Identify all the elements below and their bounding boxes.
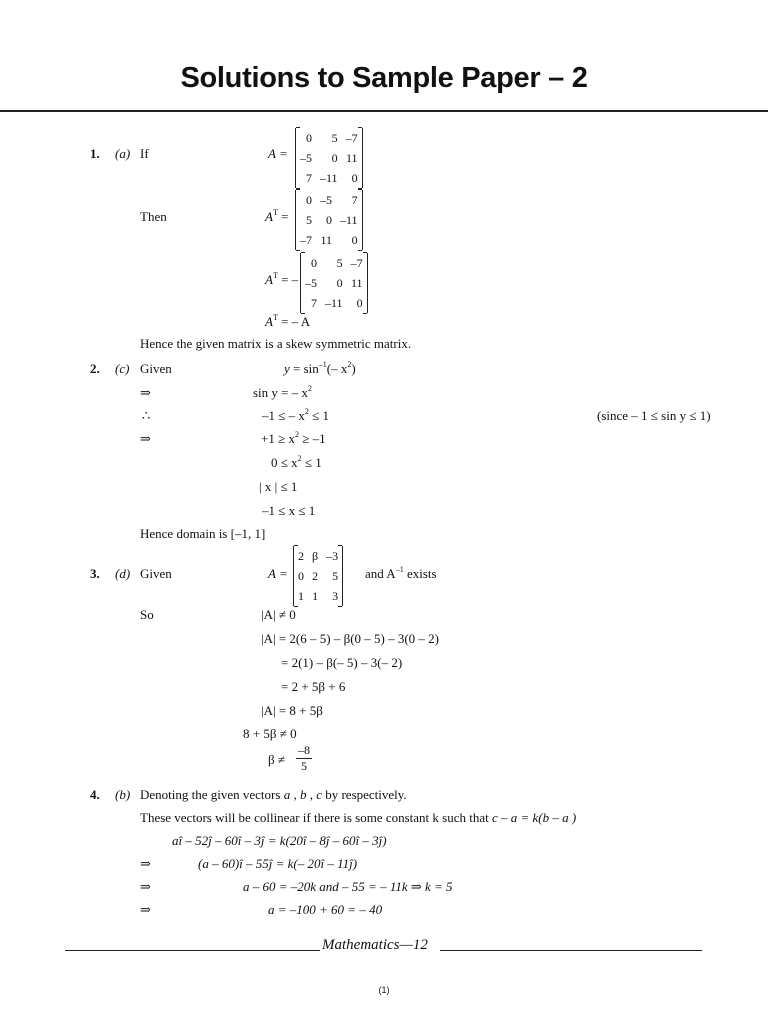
matrix-AT-cell: 0 [351,233,358,247]
q4-number: 4. [90,787,100,802]
matrix-A-row [296,128,362,148]
matrix-A3-cell: 3 [332,589,339,603]
matrix-A3-cell: 2 [298,549,304,563]
matrix-AT-cell: 7 [351,193,358,207]
matrix-A3-row [294,546,342,566]
q3-line7: β ≠ [268,752,285,767]
q2-line6: | x | ≤ 1 [259,479,298,494]
q1-lhs-AT: $A^T$ = [265,208,289,224]
q4-option: (b) [115,787,131,802]
matrix-A-row [296,168,362,188]
matrix-A-row [296,148,362,168]
q2-note: (since – 1 ≤ sin y ≤ 1) [597,408,711,423]
q2-line1: $y = \sin^{-1}(-$ $x^2$) [284,360,356,376]
footer-subject: Mathematics—12 [322,937,428,953]
matrix-A-cell: 0 [351,171,358,185]
q3-line6: 8 + 5β ≠ 0 [243,726,297,741]
matrix-A3-cell: 1 [298,589,304,603]
matrix-A-cell: 0 [331,151,338,165]
matrix-AT-cell: 11 [320,233,332,247]
q4-line2: aî – 52ĵ – 60î – 3ĵ = k(20î – 8ĵ – 60î – 3ĵ) [172,833,387,848]
matrix-negAT-cell: 0 [336,276,343,290]
q4-arrow-3: ⇒ [140,902,151,917]
matrix-AT-cell: –5 [320,193,332,207]
q2-arrow-1: ⇒ [140,385,151,400]
q3-lhs-A: A = [268,566,288,581]
matrix-negAT-cell: 11 [351,276,363,290]
matrix-negAT [300,253,368,313]
q3-fraction [296,743,312,774]
q4-line5: a = –100 + 60 = – 40 [268,902,383,917]
q4-arrow-2: ⇒ [140,879,151,894]
matrix-A-cell: 5 [331,131,338,145]
q3-number: 3. [90,566,100,581]
q4-line3: (a – 60)î – 55ĵ = k(– 20î – 11ĵ) [198,856,358,871]
matrix-negAT-cell: –11 [325,296,343,310]
q2-option: (c) [115,361,130,376]
q1-lhs-A: A = [268,146,288,161]
q1-final: $A^T$ = – A [265,313,311,329]
q3-line4: = 2 + 5β + 6 [281,679,346,694]
q3-option: (d) [115,566,131,581]
matrix-AT-cell: 5 [306,213,312,227]
matrix-A-cell: –7 [345,131,358,145]
q3-exists: and $A^{-1}$ exists [365,565,437,581]
q1-if: If [140,146,149,161]
matrix-A-cell: 0 [306,131,312,145]
matrix-AT [295,190,363,250]
matrix-AT-cell: –7 [300,233,312,247]
footer-rule-right [440,950,702,951]
matrix-A3 [293,546,343,606]
q1-conclusion: Hence the given matrix is a skew symmetric matrix. [140,336,412,351]
q2-number: 2. [90,361,100,376]
q4-line4: a – 60 = –20k and – 55 = – 11k ⇒ k = 5 [243,879,453,894]
matrix-A-cell: –11 [320,171,338,185]
q2-line7: –1 ≤ x ≤ 1 [262,503,316,518]
q2-line3: –1 ≤ – $x^2 \le 1$ [262,407,330,423]
q3-line1: |A| ≠ 0 [261,607,296,622]
q2-line4: $+1 \ge x^2 \ge -1$ [261,430,326,446]
matrix-negAT-cell: 5 [336,256,343,270]
q2-conclusion: Hence domain is [–1, 1] [140,526,266,541]
q3-given: Given [140,566,172,581]
matrix-A3-cell: –3 [326,549,339,563]
matrix-AT-cell: 0 [306,193,312,207]
q2-arrow-2: ⇒ [140,431,151,446]
q2-line5: $0 \le x^2 \le 1$ [271,454,322,470]
matrix-AT-cell: 0 [326,213,332,227]
matrix-negAT-row [301,293,367,313]
matrix-negAT-row [301,253,367,273]
q3-so: So [140,607,154,622]
page-title: Solutions to Sample Paper – 2 [180,62,588,94]
q4-line1: These vectors will be collinear if there is some constant k such that c – a = k(b – a ) [140,810,577,825]
fraction-numerator: –8 [298,743,310,757]
q1-lhs-negAT: $A^T$ = – [265,271,299,287]
matrix-A3-row [294,566,342,586]
matrix-A3-cell: 1 [312,589,319,603]
matrix-AT-row [296,190,362,210]
matrix-negAT-cell: 0 [356,296,363,310]
fraction-denominator: 5 [301,759,307,773]
matrix-negAT-cell: 0 [311,256,317,270]
matrix-A3-cell: 5 [332,569,339,583]
matrix-negAT-cell: –5 [305,276,317,290]
matrix-A3-cell: 0 [298,569,304,583]
matrix-AT-cell: –11 [340,213,358,227]
q1-then: Then [140,209,167,224]
q4-intro: Denoting the given vectors a , b , c by respectively. [140,787,407,802]
matrix-AT-row [296,210,362,230]
matrix-AT-row [296,230,362,250]
q3-line5: |A| = 8 + 5β [261,703,323,718]
q2-given: Given [140,361,172,376]
matrix-negAT-cell: 7 [311,296,317,310]
footer-rule-left [65,950,320,951]
q3-line3: = 2(1) – β(– 5) – 3(– 2) [281,655,403,670]
matrix-A-cell: –5 [300,151,312,165]
matrix-A3-row [294,586,342,606]
matrix-A3-cell: β [312,549,319,563]
matrix-negAT-cell: –7 [350,256,363,270]
matrix-negAT-row [301,273,367,293]
matrix-A-cell: 7 [306,171,312,185]
matrix-A-cell: 11 [346,151,358,165]
q1-option: (a) [115,146,131,161]
title-rule [0,110,768,112]
q4-arrow-1: ⇒ [140,856,151,871]
matrix-A3-cell: 2 [312,569,319,583]
q2-therefore: ∴ [142,408,151,423]
matrix-A [295,128,363,188]
q3-line2: |A| = 2(6 – 5) – β(0 – 5) – 3(0 – 2) [261,631,440,646]
q2-line2: sin y = – $x^2$ [253,384,313,400]
page-number: (1) [378,985,390,995]
q1-number: 1. [90,146,100,161]
